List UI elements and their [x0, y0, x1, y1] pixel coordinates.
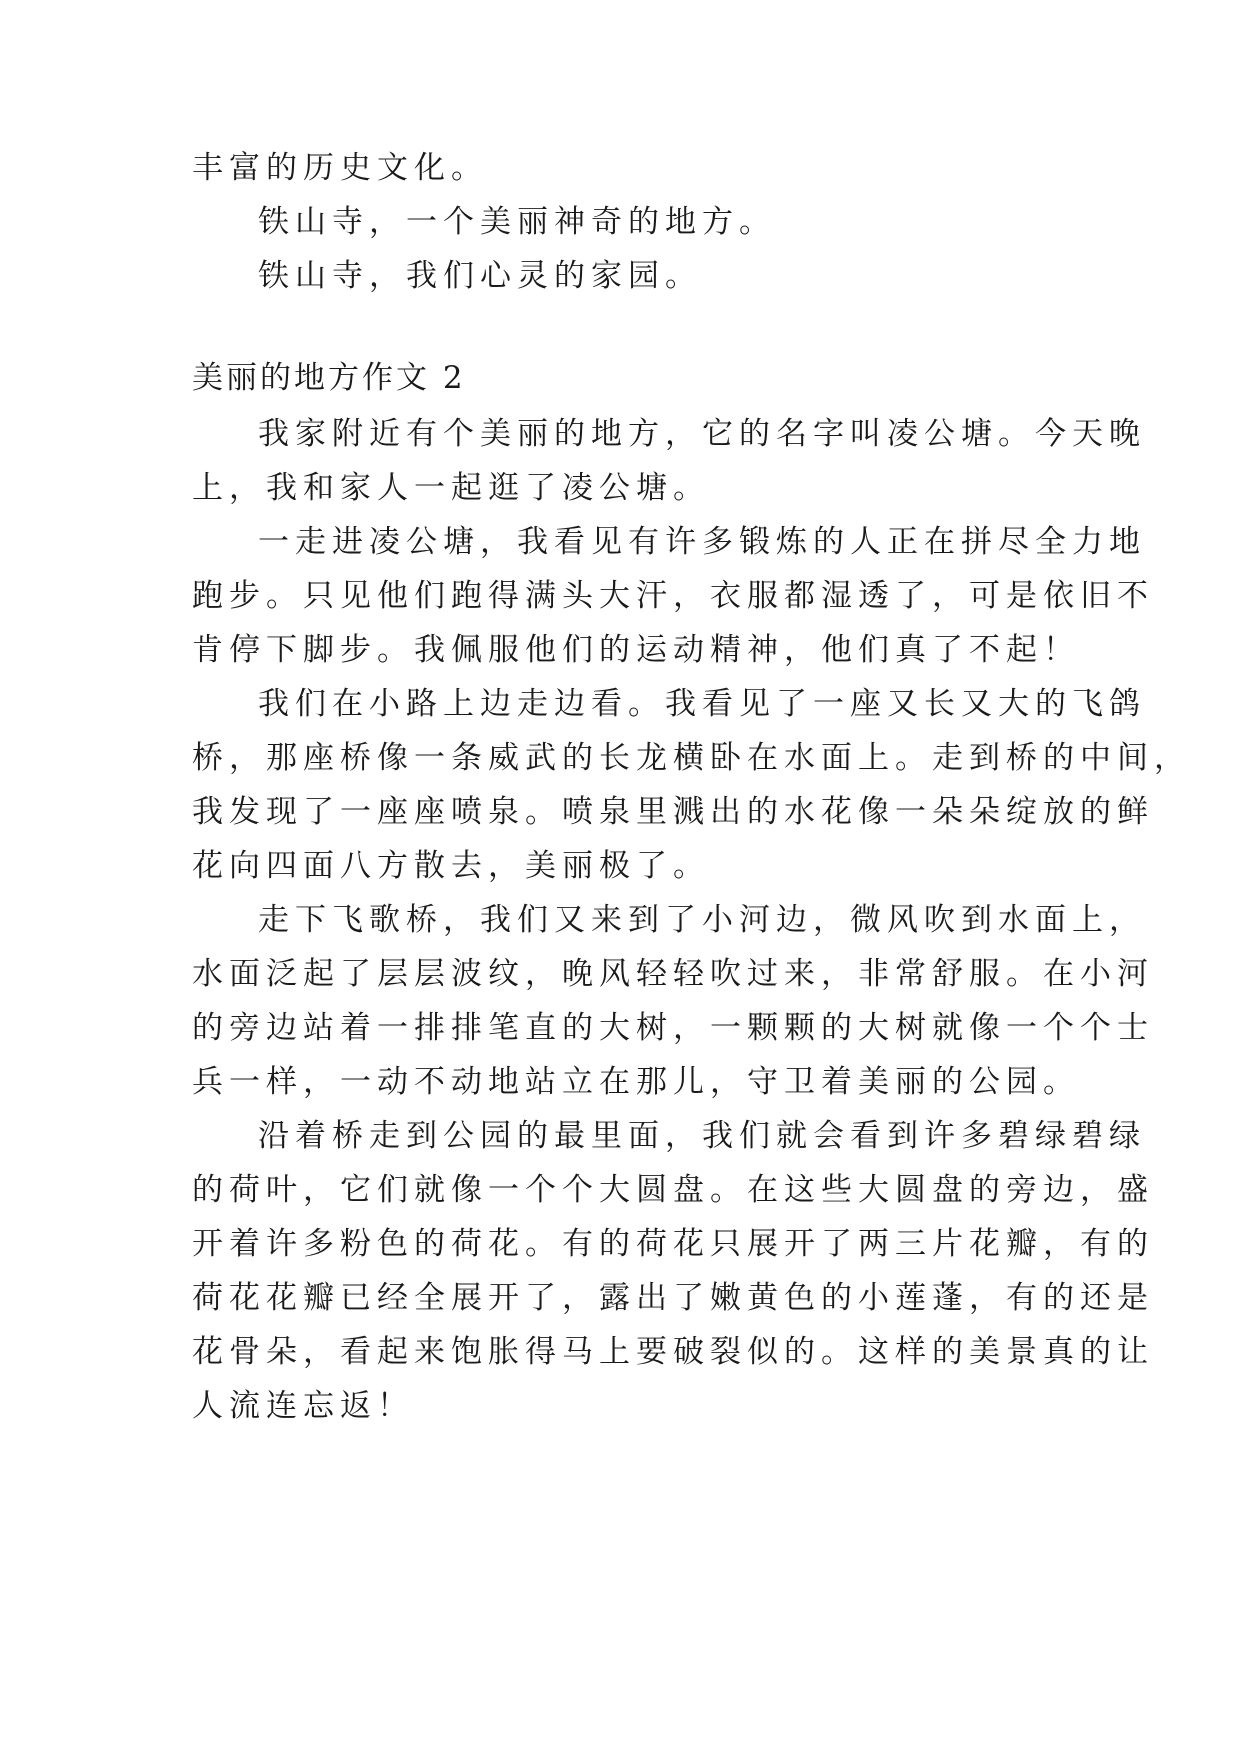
text-line: 我发现了一座座喷泉。喷泉里溅出的水花像一朵朵绽放的鲜: [192, 794, 1154, 830]
text-line: 水面泛起了层层波纹，晚风轻轻吹过来，非常舒服。在小河: [192, 956, 1154, 992]
text-line: 跑步。只见他们跑得满头大汗，衣服都湿透了，可是依旧不: [192, 578, 1154, 614]
text-line: 铁山寺，一个美丽神奇的地方。: [258, 204, 776, 240]
text-line: 的荷叶，它们就像一个个大圆盘。在这些大圆盘的旁边，盛: [192, 1172, 1154, 1208]
text-line: 开着许多粉色的荷花。有的荷花只展开了两三片花瓣，有的: [192, 1226, 1154, 1262]
text-line: 走下飞歌桥，我们又来到了小河边，微风吹到水面上，: [258, 902, 1146, 938]
text-line: 我们在小路上边走边看。我看见了一座又长又大的飞鸽: [258, 686, 1146, 722]
text-line: 人流连忘返！: [192, 1388, 414, 1424]
text-line: 一走进凌公塘，我看见有许多锻炼的人正在拼尽全力地: [258, 524, 1146, 560]
text-line: 兵一样，一动不动地站立在那儿，守卫着美丽的公园。: [192, 1064, 1080, 1100]
text-line: 花向四面八方散去，美丽极了。: [192, 848, 710, 884]
text-line: 桥，那座桥像一条威武的长龙横卧在水面上。走到桥的中间，: [192, 740, 1191, 776]
text-line: 花骨朵，看起来饱胀得马上要破裂似的。这样的美景真的让: [192, 1334, 1154, 1370]
text-line: 的旁边站着一排排笔直的大树，一颗颗的大树就像一个个士: [192, 1010, 1154, 1046]
text-line: 沿着桥走到公园的最里面，我们就会看到许多碧绿碧绿: [258, 1118, 1146, 1154]
text-line: 肯停下脚步。我佩服他们的运动精神，他们真了不起！: [192, 632, 1080, 668]
text-line: 丰富的历史文化。: [192, 150, 488, 186]
text-line: 上，我和家人一起逛了凌公塘。: [192, 470, 710, 506]
section-heading: 美丽的地方作文 2: [192, 360, 466, 396]
text-line: 荷花花瓣已经全展开了，露出了嫩黄色的小莲蓬，有的还是: [192, 1280, 1154, 1316]
text-line: 铁山寺，我们心灵的家园。: [258, 258, 702, 294]
text-line: 我家附近有个美丽的地方，它的名字叫凌公塘。今天晚: [258, 416, 1146, 452]
